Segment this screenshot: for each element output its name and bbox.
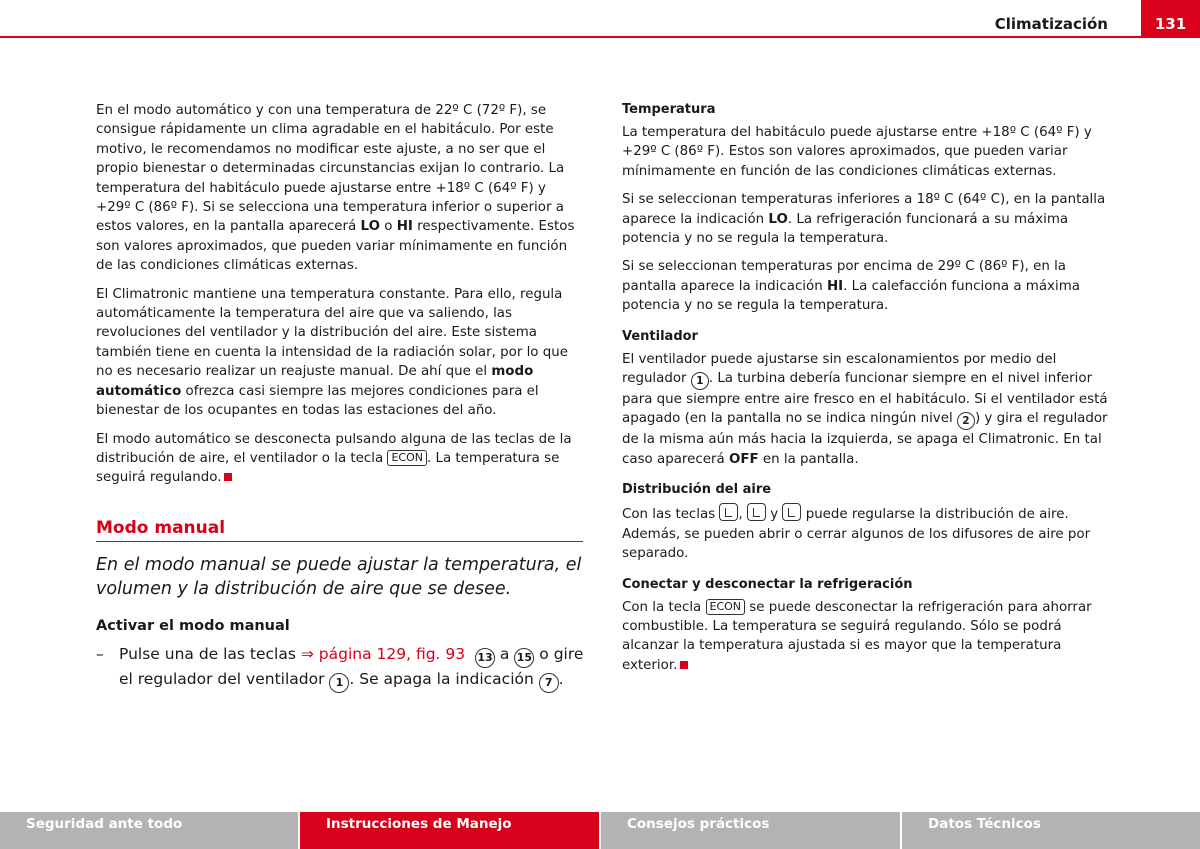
paragraph-temp-hi: Si se seleccionan temperaturas por encima de 29º C (86º F), en la pantalla aparece la indicación HI. La calefacción funciona a máxima potencia y no se regula la temperatura. — [622, 259, 1080, 314]
end-marker — [680, 661, 688, 669]
econ-key: ECON — [706, 599, 746, 615]
chapter-title: Climatización — [994, 15, 1108, 33]
air-upper-body-icon — [747, 503, 766, 521]
callout-15: 15 — [514, 648, 534, 668]
section-lead: En el modo manual se puede ajustar la temperatura, el volumen y la distribución de aire que se desee. — [96, 555, 582, 599]
section-title-modo-manual: Modo manual — [96, 518, 583, 542]
paragraph-ventilador: El ventilador puede ajustarse sin escalonamientos por medio del regulador 1 . La turbina debería funcionar siempre en el nivel inferior para que siempre entre aire fresco en el habitáculo. Si el ventilador está apagado (en la pantalla no se indica ningún nivel 2 ) y gira el regulador de la misma aún más hacia la izquierda, se apaga el Climatronic. En tal caso aparecerá OFF en la pantalla. — [622, 351, 1108, 467]
paragraph-refrigeracion: Con la tecla ECON se puede desconectar la refrigeración para ahorrar combustible. La temperatura se seguirá regulando. Sólo se podrá alcanzar la temperatura ajustada si es mayor que la temperatura exterior. — [622, 599, 1092, 673]
header-rule — [0, 36, 1200, 38]
heading-refrigeracion: Conectar y desconectar la refrigeración — [622, 576, 913, 592]
tab-seguridad[interactable]: Seguridad ante todo — [0, 812, 298, 849]
right-column — [622, 101, 1108, 684]
paragraph-auto-mode: En el modo automático y con una temperatura de 22º C (72º F), se consigue rápidamente un clima agradable en el habitáculo. Por este motivo, le recomendamos no modificar este ajuste, a no ser que el propio bienestar o determinadas circunstancias exijan lo contrario. La temperatura del habitáculo puede ajustarse entre +18º C (64º F) y +29º C (86º F). Si se selecciona una temperatura inferior o superior a estos valores, en la pantalla aparecerá LO o HI respectivamente. Estos son valores aproximados, que pueden variar mínimamente en función de las condiciones climáticas externas. — [96, 103, 575, 274]
page-number: 131 — [1141, 0, 1200, 38]
tab-consejos[interactable]: Consejos prácticos — [601, 812, 900, 849]
heading-distribucion: Distribución del aire — [622, 482, 772, 498]
heading-ventilador: Ventilador — [622, 328, 698, 344]
footer-nav — [0, 812, 1200, 849]
air-footwell-icon — [782, 503, 801, 521]
air-windshield-icon — [719, 503, 738, 521]
paragraph-climatronic: El Climatronic mantiene una temperatura constante. Para ello, regula automáticamente la temperatura del aire que va saliendo, las revoluciones del ventilador y la distribución del aire. Este sistema también tiene en cuenta la intensidad de la radiación solar, por lo que no es necesario realizar un reajuste manual. De ahí que el modo automático ofrezca casi siempre las mejores condiciones para el bienestar de los ocupantes en todas las estaciones del año. — [96, 286, 568, 419]
callout-1: 1 — [329, 673, 349, 693]
tab-instrucciones[interactable]: Instrucciones de Manejo — [300, 812, 599, 849]
paragraph-auto-off: El modo automático se desconecta pulsando alguna de las teclas de la distribución de aire, el ventilador o la tecla ECON . La temperatura se seguirá regulando. — [96, 431, 572, 486]
paragraph-distribucion: Con las teclas , y puede regularse la distribución de aire. Además, se pueden abrir o cerrar algunos de los difusores de aire por separado. — [622, 503, 1108, 563]
tab-datos-tecnicos[interactable]: Datos Técnicos — [902, 812, 1200, 849]
econ-key: ECON — [387, 450, 427, 466]
heading-temperatura: Temperatura — [622, 102, 716, 117]
callout-13: 13 — [475, 648, 495, 668]
step-dash: – — [96, 645, 104, 663]
callout-2: 2 — [957, 412, 975, 430]
page-reference-link[interactable]: ⇒ página 129, fig. 93 — [300, 645, 466, 663]
paragraph-temp-lo: Si se seleccionan temperaturas inferiores a 18º C (64º C), en la pantalla aparece la indicación LO. La refrigeración funcionará a su máxima potencia y no se regula la temperatura. — [622, 192, 1106, 247]
subheading-activar-modo-manual: Activar el modo manual — [96, 618, 290, 634]
left-column — [96, 101, 584, 497]
instruction-step: – Pulse una de las teclas ⇒ página 129, fig. 93 13 a 15 o gire el regulador del ventilador 1 . Se apaga la indicación 7 . — [96, 643, 586, 693]
paragraph-temp-range: La temperatura del habitáculo puede ajustarse entre +18º C (64º F) y +29º C (86º F). Estos son valores aproximados, que pueden variar mínimamente en función de las condiciones climáticas externas. — [622, 125, 1092, 179]
end-marker — [224, 473, 232, 481]
callout-7: 7 — [539, 673, 559, 693]
callout-1: 1 — [691, 372, 709, 390]
